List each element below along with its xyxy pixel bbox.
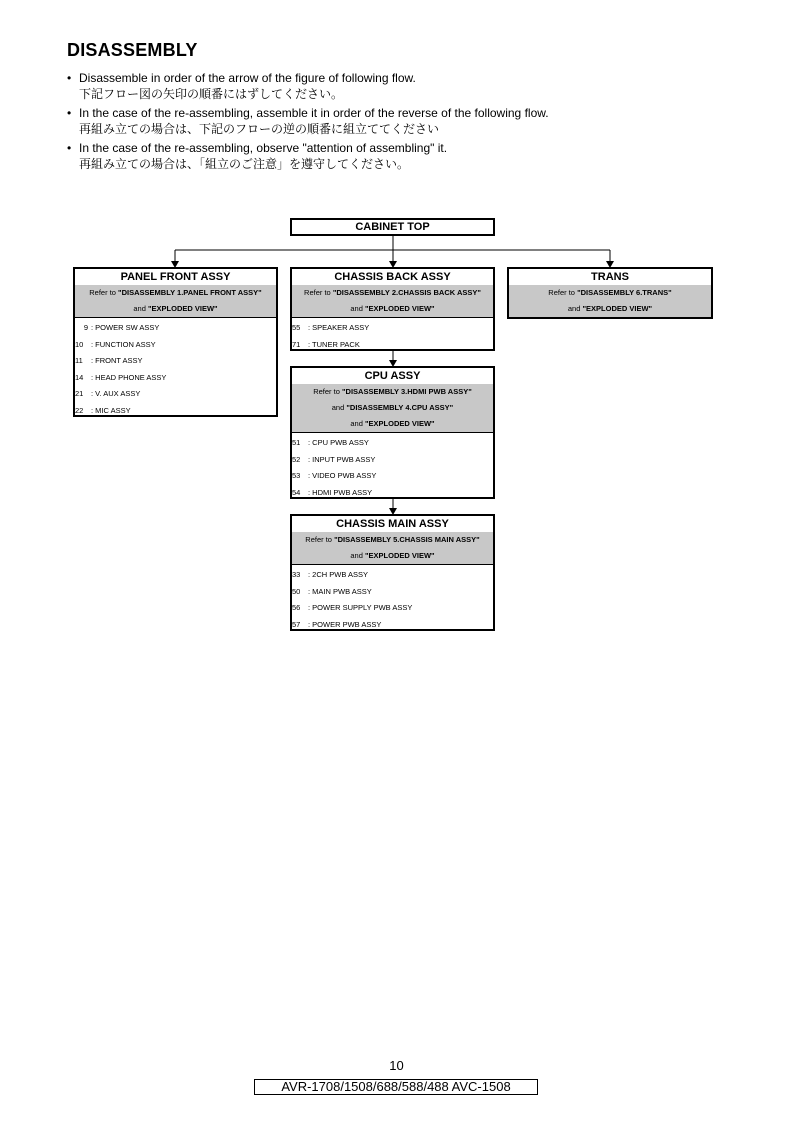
reference-note bbox=[509, 285, 711, 317]
reference-title: "DISASSEMBLY 4.CPU ASSY" bbox=[346, 403, 454, 412]
part-number: 10 bbox=[75, 339, 84, 349]
list-item bbox=[75, 386, 276, 403]
list-item bbox=[75, 320, 276, 337]
list-item bbox=[292, 485, 493, 502]
panel-front-assy-box bbox=[73, 267, 278, 417]
list-item bbox=[75, 403, 276, 420]
refer-prefix: Refer to bbox=[304, 288, 331, 297]
exploded-view-ref: "EXPLODED VIEW" bbox=[582, 304, 653, 313]
parts-list bbox=[292, 317, 493, 354]
model-number-footer: AVR-1708/1508/688/588/488 AVC-1508 bbox=[254, 1079, 538, 1095]
part-label: : FRONT ASSY bbox=[91, 356, 143, 365]
reference-title: "DISASSEMBLY 6.TRANS" bbox=[577, 288, 672, 297]
part-label: : HDMI PWB ASSY bbox=[308, 487, 373, 497]
reference-title: "DISASSEMBLY 5.CHASSIS MAIN ASSY" bbox=[334, 535, 480, 544]
exploded-view-ref: "EXPLODED VIEW" bbox=[364, 304, 435, 313]
reference-note bbox=[292, 384, 493, 432]
list-item bbox=[292, 452, 493, 469]
part-label: : 2CH PWB ASSY bbox=[308, 570, 369, 579]
part-number: 53 bbox=[292, 471, 301, 480]
part-label: : TUNER PACK bbox=[308, 339, 360, 349]
trans-box bbox=[507, 267, 713, 319]
box-title: CHASSIS BACK ASSY bbox=[334, 271, 451, 283]
parts-list bbox=[292, 564, 493, 634]
part-number: 51 bbox=[292, 438, 301, 447]
list-item bbox=[75, 370, 276, 387]
part-number: 57 bbox=[292, 619, 301, 629]
bullet-icon: • bbox=[67, 106, 72, 120]
list-item bbox=[75, 353, 276, 370]
reference-title: "DISASSEMBLY 3.HDMI PWB ASSY" bbox=[342, 387, 472, 396]
instruction-english: In the case of the re-assembling, assemble it in order of the reverse of the following flow. bbox=[79, 106, 549, 120]
reference-note bbox=[292, 532, 493, 564]
list-item bbox=[292, 320, 493, 337]
and-word: and bbox=[350, 551, 363, 560]
refer-prefix: Refer to bbox=[89, 288, 116, 297]
part-number: 71 bbox=[292, 339, 301, 349]
part-number: 55 bbox=[292, 323, 301, 332]
part-label: : V. AUX ASSY bbox=[91, 389, 141, 398]
box-title: CABINET TOP bbox=[355, 221, 430, 233]
box-title: CHASSIS MAIN ASSY bbox=[336, 518, 449, 530]
part-label: : MAIN PWB ASSY bbox=[308, 586, 372, 596]
part-label: : SPEAKER ASSY bbox=[308, 323, 370, 332]
box-title: PANEL FRONT ASSY bbox=[120, 271, 231, 283]
instruction-english: In the case of the re-assembling, observe "attention of assembling" it. bbox=[79, 141, 448, 155]
part-number: 9 bbox=[83, 323, 88, 332]
instruction-japanese: 再組み立ての場合は、「組立のご注意」を遵守してください。 bbox=[79, 157, 410, 171]
part-number: 33 bbox=[292, 570, 301, 579]
instruction-japanese: 下記フロー図の矢印の順番にはずしてください。 bbox=[79, 87, 344, 101]
list-item bbox=[292, 567, 493, 584]
part-label: : HEAD PHONE ASSY bbox=[91, 372, 167, 382]
box-title: TRANS bbox=[591, 271, 629, 283]
part-number: 11 bbox=[75, 356, 83, 365]
part-number: 56 bbox=[292, 603, 301, 612]
instruction-japanese: 再組み立ての場合は、下記のフローの逆の順番に組立ててください bbox=[79, 122, 440, 136]
box-title: CPU ASSY bbox=[364, 370, 421, 382]
part-number: 14 bbox=[75, 372, 84, 382]
list-item bbox=[292, 617, 493, 634]
part-number: 52 bbox=[292, 454, 301, 464]
and-word: and bbox=[331, 403, 345, 412]
list-item bbox=[75, 337, 276, 354]
and-word: and bbox=[133, 304, 146, 313]
list-item bbox=[292, 468, 493, 485]
and-word: and bbox=[350, 304, 363, 313]
bullet-icon: • bbox=[67, 141, 72, 155]
refer-prefix: Refer to bbox=[548, 288, 575, 297]
part-label: : POWER PWB ASSY bbox=[308, 619, 382, 629]
part-number: 21 bbox=[75, 389, 84, 398]
list-item bbox=[292, 435, 493, 452]
part-number: 22 bbox=[75, 405, 84, 415]
part-label: : INPUT PWB ASSY bbox=[308, 454, 376, 464]
and-word: and bbox=[567, 304, 581, 313]
cabinet-top-box bbox=[290, 218, 495, 236]
list-item bbox=[292, 600, 493, 617]
reference-title: "DISASSEMBLY 1.PANEL FRONT ASSY" bbox=[118, 288, 262, 297]
refer-prefix: Refer to bbox=[313, 387, 340, 396]
list-item bbox=[292, 584, 493, 601]
chassis-main-assy-box bbox=[290, 514, 495, 631]
reference-title: "DISASSEMBLY 2.CHASSIS BACK ASSY" bbox=[332, 288, 481, 297]
part-label: : POWER SUPPLY PWB ASSY bbox=[308, 603, 413, 612]
and-word: and bbox=[350, 419, 363, 428]
page-title: DISASSEMBLY bbox=[67, 40, 198, 60]
cpu-assy-box bbox=[290, 366, 495, 499]
chassis-back-assy-box bbox=[290, 267, 495, 351]
instruction-english: Disassemble in order of the arrow of the figure of following flow. bbox=[79, 71, 416, 85]
part-label: : FUNCTION ASSY bbox=[91, 339, 156, 349]
reference-note bbox=[75, 285, 276, 317]
page-number: 10 bbox=[389, 1058, 404, 1073]
part-number: 50 bbox=[292, 586, 301, 596]
parts-list bbox=[292, 432, 493, 502]
exploded-view-ref: "EXPLODED VIEW" bbox=[364, 419, 435, 428]
part-label: : POWER SW ASSY bbox=[91, 323, 160, 332]
refer-prefix: Refer to bbox=[305, 535, 332, 544]
part-label: : VIDEO PWB ASSY bbox=[308, 471, 377, 480]
part-label: : MIC ASSY bbox=[91, 405, 131, 415]
list-item bbox=[292, 337, 493, 354]
parts-list bbox=[75, 317, 276, 420]
part-label: : CPU PWB ASSY bbox=[308, 438, 369, 447]
part-number: 54 bbox=[292, 487, 301, 497]
exploded-view-ref: "EXPLODED VIEW" bbox=[364, 551, 435, 560]
reference-note bbox=[292, 285, 493, 317]
exploded-view-ref: "EXPLODED VIEW" bbox=[147, 304, 218, 313]
bullet-icon: • bbox=[67, 71, 72, 85]
